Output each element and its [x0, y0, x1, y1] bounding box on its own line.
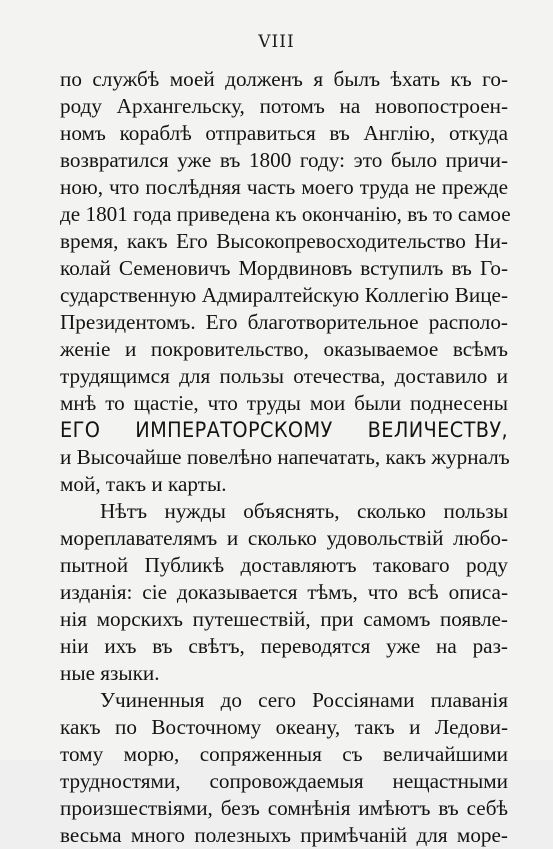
- text-line: ніи ихъ въ свѣтъ, переводятся уже на раз-: [60, 634, 508, 658]
- page-number: VIII: [258, 32, 295, 52]
- text-line: время, какъ Его Высокопревосходительство Ни-: [60, 229, 508, 253]
- emphasized-text-line: ЕГО ИМПЕРАТОРСКОМУ ВЕЛИЧЕСТВУ,: [60, 418, 509, 442]
- text-line: Нѣтъ нужды объяснять, сколько пользы: [100, 499, 508, 523]
- text-line: произшествіями, безъ сомнѣнія имѣютъ въ себѣ: [60, 796, 508, 820]
- text-line: мнѣ то щастіе, что труды мои были поднесены: [60, 391, 508, 415]
- text-line: нія морскихъ путешествій, при самомъ появле-: [60, 607, 508, 631]
- text-line: де 1801 года приведена къ окончанію, въ то самое: [60, 202, 511, 226]
- text-line: мореплавателямъ и сколько удовольствій любо-: [60, 526, 508, 550]
- text-line: сударственную Адмиралтейскую Коллегію Вице-: [60, 283, 508, 307]
- text-line: ные языки.: [60, 661, 160, 685]
- text-line: номъ кораблѣ отправиться въ Англію, откуда: [60, 121, 508, 145]
- text-line: какъ по Восточному океану, такъ и Ледови-: [60, 715, 508, 739]
- text-line: тому морю, сопряженныя съ величайшими: [60, 742, 508, 766]
- text-line: пытной Публикѣ доставляютъ таковаго роду: [60, 553, 508, 577]
- text-line: мой, такъ и карты.: [60, 472, 227, 496]
- text-line: Президентомъ. Его благотворительное располо-: [60, 310, 508, 334]
- text-line: трудящимся для пользы отечества, доставило и: [60, 364, 508, 388]
- text-line: роду Архангельску, потомъ на новопостроен-: [60, 94, 508, 118]
- text-line: весьма много полезныхъ примѣчаній для море-: [60, 823, 508, 847]
- text-line: по службѣ моей долженъ я былъ ѣхать къ го-: [60, 67, 508, 91]
- text-line: колай Семеновичъ Мордвиновъ вступилъ въ Го-: [60, 256, 508, 280]
- body-text: [60, 66, 511, 849]
- text-line: Учиненныя до сего Россіянами плаванія: [100, 688, 508, 712]
- text-line: изданія: сіе доказывается тѣмъ, что всѣ описа-: [60, 580, 508, 604]
- text-line: возвратился уже въ 1800 году: это было причи-: [60, 148, 508, 172]
- text-line: женіе и покровительство, оказываемое всѣмъ: [60, 337, 508, 361]
- text-line: трудностями, сопровождаемыя нещастными: [60, 769, 508, 793]
- text-line: ною, что послѣдняя часть моего труда не прежде: [60, 175, 508, 199]
- text-line: и Высочайше повелѣно напечатать, какъ журналъ: [60, 445, 510, 469]
